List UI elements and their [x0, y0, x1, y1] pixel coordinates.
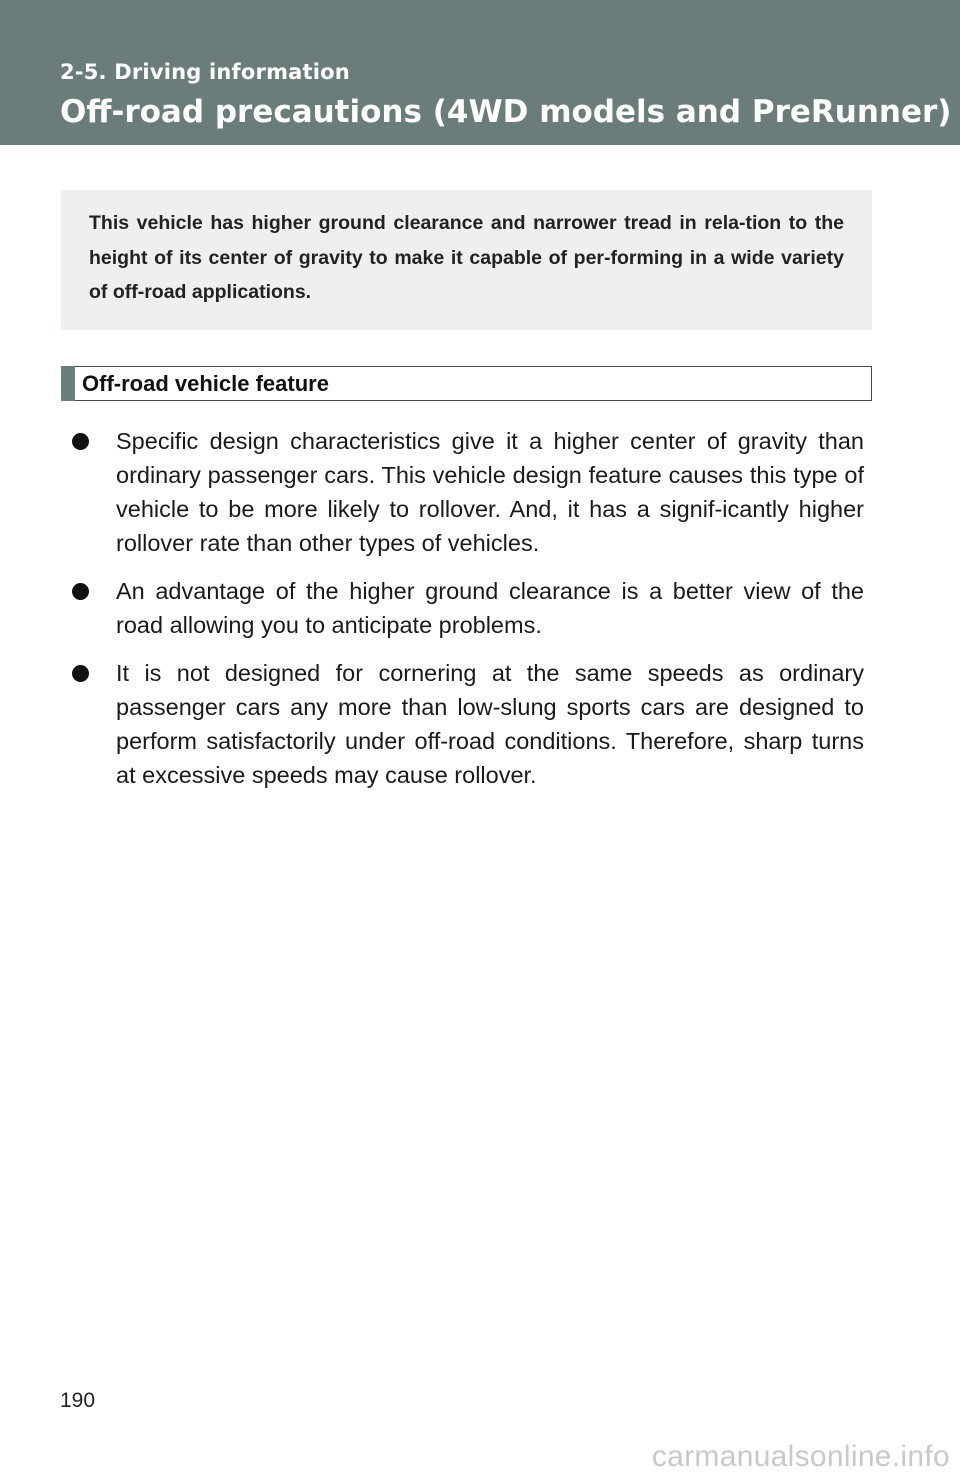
bullet-dot-icon — [72, 665, 89, 682]
subsection-heading — [61, 366, 872, 401]
bullet-dot-icon — [72, 583, 89, 600]
watermark: carmanualsonline.info — [651, 1440, 950, 1473]
list-item-text: An advantage of the higher ground clearance is a better view of the road allowing you to anticipate problems. — [116, 578, 864, 638]
list-item — [72, 574, 864, 642]
bullet-list — [72, 424, 864, 806]
page-title: Off-road precautions (4WD models and PreRunner) — [60, 94, 952, 130]
list-item-text: Specific design characteristics give it a higher center of gravity than ordinary passenger cars. This vehicle design feature causes this type of vehicle to be more likely to rollover. And, it has a signif-icantly higher rollover rate than other types of vehicles. — [116, 428, 864, 556]
page-number: 190 — [60, 1389, 96, 1412]
header-band — [0, 0, 960, 145]
list-item — [72, 424, 864, 560]
list-item — [72, 656, 864, 792]
heading-accent-bar — [61, 366, 75, 401]
section-label: 2-5. Driving information — [60, 60, 350, 84]
intro-box — [61, 190, 872, 330]
intro-text: This vehicle has higher ground clearance and narrower tread in rela-tion to the height of its center of gravity to make it capable of per-forming in a wide variety of off-road applications. — [89, 212, 844, 303]
bullet-dot-icon — [72, 433, 89, 450]
subsection-heading-text: Off-road vehicle feature — [82, 370, 329, 396]
list-item-text: It is not designed for cornering at the same speeds as ordinary passenger cars any more than low-slung sports cars are designed to perform satisfactorily under off-road conditions. Therefore, sharp turns at excessive speeds may cause rollover. — [116, 660, 864, 788]
